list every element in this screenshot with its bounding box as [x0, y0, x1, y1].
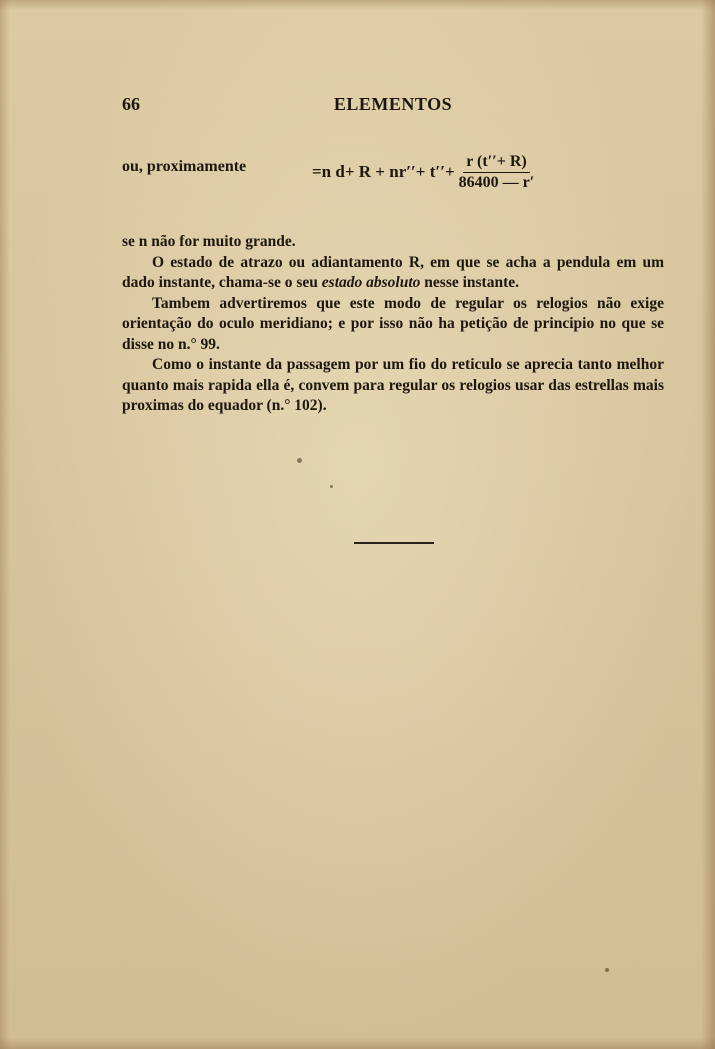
formula [312, 146, 534, 198]
paper-speck [605, 968, 609, 972]
paragraph-2-emphasis: estado absoluto [321, 274, 421, 291]
page-header [122, 94, 664, 118]
paragraph-3: Tambem advertiremos que este modo de regular os relogios não exige orientação do oculo meridiano; e por isso não ha petição de principio no que se disse no n.° 99. [122, 294, 664, 353]
paragraph-2 [122, 253, 664, 294]
body-text [122, 232, 664, 417]
running-head: ELEMENTOS [333, 94, 453, 114]
formula-row [122, 146, 664, 198]
page-edge-bottom [0, 1037, 715, 1049]
formula-main-terms: =n d+ R + nr′′+ t′′+ [312, 162, 455, 181]
page-edge-top [0, 0, 715, 10]
paragraph-1: se n não for muito grande. [122, 233, 296, 250]
paragraph-2-text-a: O estado de atrazo ou adiantamento R, em que se acha a pendula em um dado instante, chama-se o seu [122, 253, 664, 291]
section-end-rule [354, 542, 434, 544]
paper-speck [330, 485, 333, 488]
page-number: 66 [122, 94, 140, 114]
fraction-numerator: r (t′′+ R) [463, 153, 529, 173]
fraction-denominator: 86400 — r′ [458, 173, 535, 191]
formula-lead-text: ou, proximamente [122, 158, 247, 175]
page-edge-left [0, 0, 10, 1049]
formula-fraction [459, 153, 535, 192]
page-edge-right [701, 0, 715, 1049]
paper-speck [297, 458, 302, 463]
paragraph-4: Como o instante da passagem por um fio do reticulo se aprecia tanto melhor quanto mais rapida ella é, convem para regular os relogios usar das estrellas mais proximas do equador (n.° 102). [122, 356, 664, 414]
paragraph-2-text-b: nesse instante. [420, 274, 520, 291]
